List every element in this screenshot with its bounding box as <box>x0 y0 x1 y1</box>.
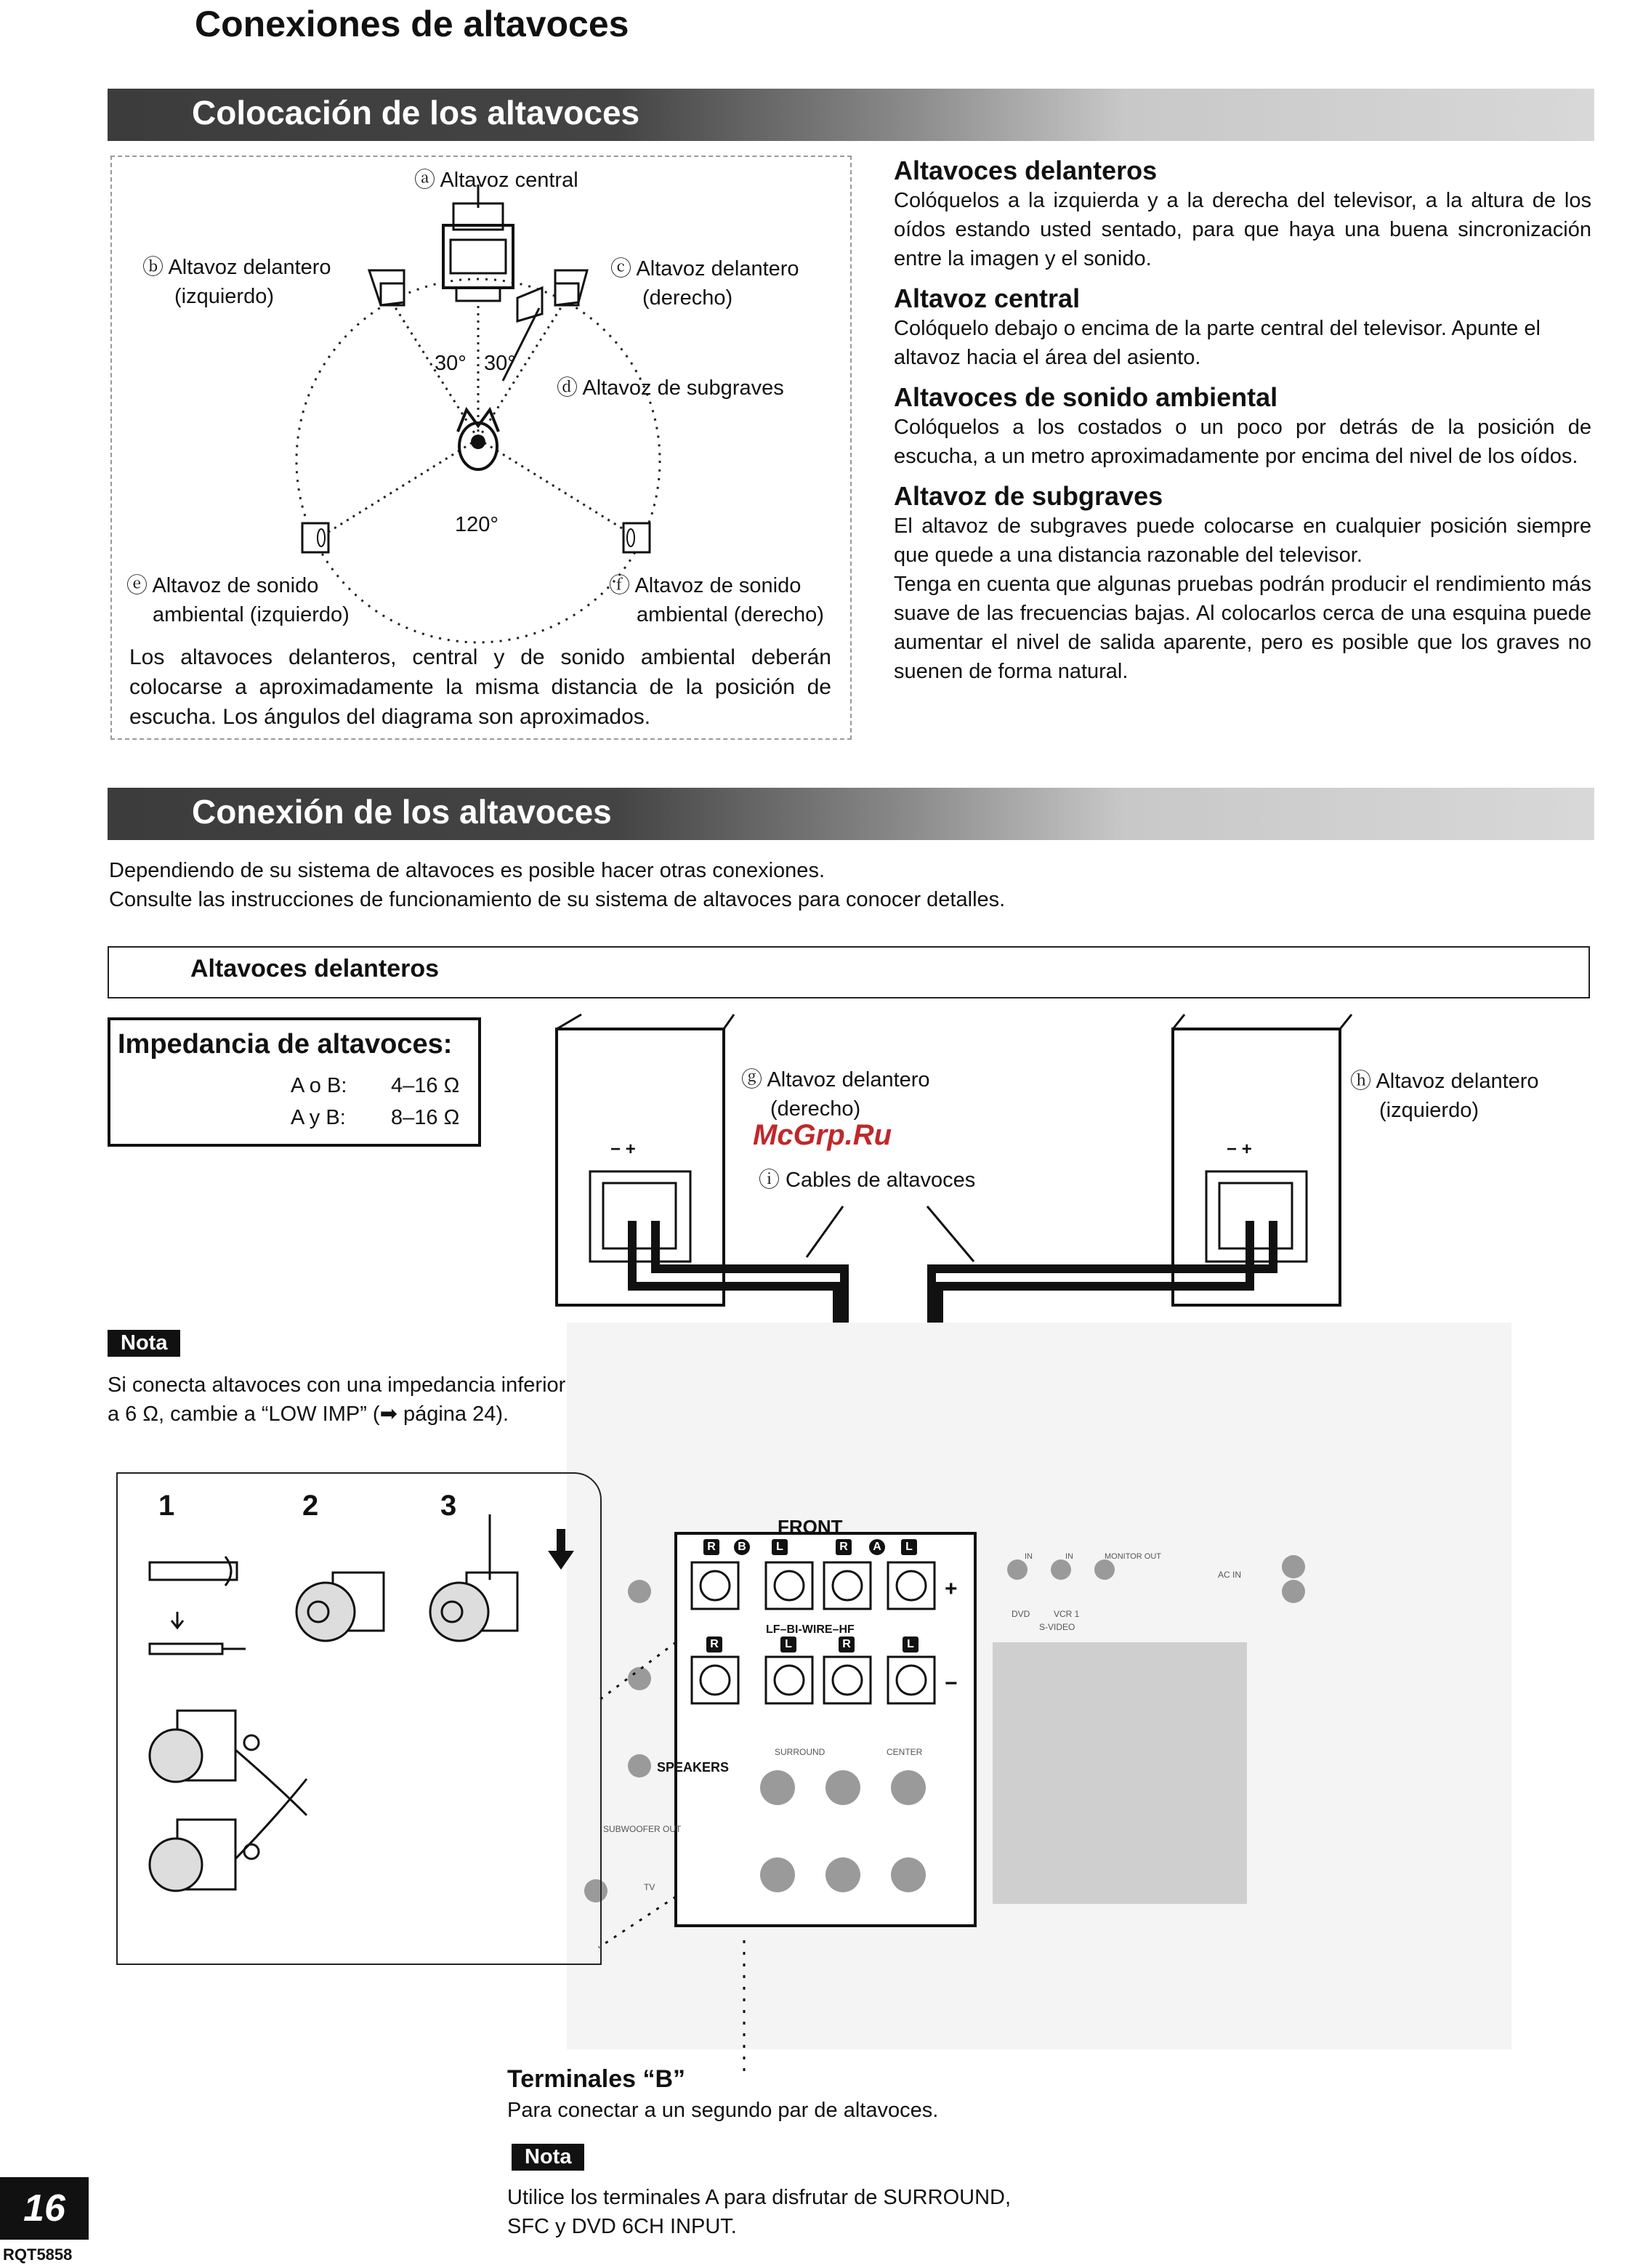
page-title: Conexiones de altavoces <box>195 4 629 44</box>
model-code: RQT5858 <box>3 2245 73 2264</box>
step-number-1: 1 <box>158 1490 175 1522</box>
subwoofer-icon <box>517 288 542 321</box>
page-number: 16 <box>0 2177 89 2240</box>
surround-right-speaker-icon <box>623 523 650 552</box>
label-front-right-2: (derecho) <box>642 286 733 310</box>
surround-label: SURROUND <box>775 1747 825 1757</box>
impedance-row2-label: A y B: <box>291 1106 346 1129</box>
angle-right: 30° <box>484 352 516 375</box>
section-title-connection: Conexión de los altavoces <box>192 793 612 831</box>
body-subwoofer: El altavoz de subgraves puede colocarse en cualquier posición siempre que quede a una distancia razonable del televisor. <box>894 514 1591 567</box>
front-left-speaker-cabinet <box>1173 1014 1352 1305</box>
impedance-row1-label: A o B: <box>291 1074 347 1097</box>
heading-subwoofer: Altavoz de subgraves <box>894 481 1163 511</box>
section-title-placement: Colocación de los altavoces <box>192 94 640 132</box>
label-surround-left-1: ⓔ Altavoz de sonido <box>126 574 319 597</box>
terminal-letter-top: B <box>734 1539 750 1555</box>
nota2-line2: SFC y DVD 6CH INPUT. <box>507 2215 737 2238</box>
label-speaker-cables: ⓘ Cables de altavoces <box>759 1169 976 1192</box>
terminal-letter-top: L <box>901 1539 917 1555</box>
terminal-letter-bottom: R <box>706 1637 722 1652</box>
down-arrow-icon <box>548 1529 574 1570</box>
body-front-speakers: Colóquelos a la izquierda y a la derecha del televisor, a la altura de los oídos estando usted sentado, para que haya una buena sincronización entre la imagen y el sonido. <box>894 189 1591 270</box>
in-label-2: IN <box>1065 1552 1073 1561</box>
connection-intro-1: Dependiendo de su sistema de altavoces es posible hacer otras conexiones. <box>109 859 825 882</box>
front-right-speaker-icon <box>555 270 587 305</box>
nota-badge-2: Nota <box>512 2144 584 2171</box>
nota1-line2: a 6 Ω, cambie a “LOW IMP” (➡ página 24). <box>108 1403 509 1426</box>
wire-strip-icon <box>150 1557 246 1654</box>
heading-surround-speakers: Altavoces de sonido ambiental <box>894 382 1278 412</box>
terminal-plus-label: + <box>1241 1139 1252 1159</box>
section-banner-connection <box>108 788 1594 840</box>
speaker-terminal-panel <box>676 1533 975 1926</box>
label-h-2: (izquierdo) <box>1379 1099 1479 1122</box>
connected-posts-icon <box>150 1711 307 1891</box>
label-h-1: ⓗ Altavoz delantero <box>1350 1070 1539 1093</box>
nota2-line1: Utilice los terminales A para disfrutar de SURROUND, <box>507 2186 1012 2209</box>
terminal-minus-label: − <box>610 1139 621 1159</box>
front-speakers-box <box>108 946 1590 998</box>
angle-rear: 120° <box>455 513 498 536</box>
listening-circle <box>296 279 660 642</box>
front-label: FRONT <box>778 1516 843 1538</box>
impedance-row2-value: 8–16 Ω <box>391 1106 460 1129</box>
wiring-steps-drawing <box>118 1474 600 1964</box>
step-number-3: 3 <box>440 1490 457 1522</box>
body-center-speaker: Colóquelo debajo o encima de la parte central del televisor. Apunte el altavoz hacia el área del asiento. <box>894 317 1541 369</box>
vcr-label: VCR 1 <box>1054 1609 1080 1619</box>
section-banner-placement <box>108 89 1594 141</box>
in-label-1: IN <box>1025 1552 1033 1561</box>
label-g-1: ⓖ Altavoz delantero <box>741 1068 930 1091</box>
label-front-left-1: ⓑ Altavoz delantero <box>142 256 331 279</box>
front-right-speaker-cabinet <box>557 1014 734 1305</box>
terminal-letter-top: R <box>836 1539 852 1555</box>
listener-icon <box>458 410 498 469</box>
speaker-l-terminal-label <box>1227 1139 1252 1160</box>
speakers-label: SPEAKERS <box>657 1760 730 1775</box>
placement-note: Los altavoces delanteros, central y de sonido ambiental deberán colocarse a aproximadamente la misma distancia de la posición de escucha. Los ángulos del diagrama son aproximados. <box>129 645 831 729</box>
label-g-2: (derecho) <box>770 1097 861 1121</box>
terminal-letter-bottom: L <box>903 1637 919 1652</box>
terminal-minus-label: − <box>1227 1139 1238 1159</box>
speaker-r-terminal-label <box>610 1139 636 1160</box>
terminal-letter-bottom: L <box>780 1637 796 1652</box>
connection-intro-2: Consulte las instrucciones de funcionamiento de su sistema de altavoces para conocer detalles. <box>109 888 1006 911</box>
surround-left-speaker-icon <box>302 523 328 552</box>
placement-text-column <box>894 156 1591 686</box>
plus-symbol: + <box>945 1577 958 1601</box>
wiring-steps-box <box>116 1472 602 1965</box>
terminal-letter-top: R <box>703 1539 719 1555</box>
terminal-letter-bottom: R <box>839 1637 855 1652</box>
impedance-row1-value: 4–16 Ω <box>391 1074 460 1097</box>
tv-label: TV <box>644 1882 655 1892</box>
label-surround-left-2: ambiental (izquierdo) <box>153 603 350 626</box>
biwire-label: LF–BI-WIRE–HF <box>766 1623 855 1636</box>
heading-front-speakers: Altavoces delanteros <box>894 156 1158 185</box>
watermark: McGrp.Ru <box>753 1119 892 1151</box>
label-front-right-1: ⓒ Altavoz delantero <box>610 257 799 281</box>
terminals-b-body: Para conectar a un segundo par de altavoces. <box>507 2099 939 2122</box>
monitor-out-label: MONITOR OUT <box>1105 1552 1162 1561</box>
terminal-letter-top: L <box>772 1539 788 1555</box>
nota1-line1: Si conecta altavoces con una impedancia inferior <box>108 1373 566 1397</box>
terminal-letter-top: A <box>869 1539 885 1555</box>
nota-badge-1: Nota <box>108 1330 180 1357</box>
s-video-label: S-VIDEO <box>1039 1622 1075 1632</box>
front-speakers-box-title: Altavoces delanteros <box>190 955 440 982</box>
label-subwoofer: ⓓ Altavoz de subgraves <box>557 376 784 400</box>
minus-symbol: − <box>945 1671 958 1695</box>
subwoofer-out-label: SUBWOOFER OUT <box>603 1824 682 1834</box>
heading-center-speaker: Altavoz central <box>894 283 1081 313</box>
body-subwoofer-2: Tenga en cuenta que algunas pruebas podrán producir el rendimiento más suave de las frecuencias bajas. Al colocarlos cerca de una esquina puede aumentar el nivel de salida aparente, pero es posible que los graves no suenen de forma natural. <box>894 573 1591 683</box>
terminal-plus-label: + <box>625 1139 636 1159</box>
impedance-title: Impedancia de altavoces: <box>118 1029 453 1060</box>
receiver-grey-plate <box>993 1642 1247 1904</box>
label-center-speaker: ⓐ Altavoz central <box>414 169 578 192</box>
label-surround-right-1: ⓕ Altavoz de sonido <box>609 574 802 597</box>
binding-post-icon <box>296 1514 517 1641</box>
label-front-left-2: (izquierdo) <box>174 285 274 308</box>
body-surround-speakers: Colóquelos a los costados o un poco por detrás de la posición de escucha, a un metro aproximadamente por encima del nivel de los oídos. <box>894 416 1591 468</box>
label-surround-right-2: ambiental (derecho) <box>637 603 824 626</box>
terminals-b-title: Terminales “B” <box>507 2065 686 2093</box>
front-left-speaker-icon <box>369 270 404 305</box>
ac-in-label: AC IN <box>1218 1570 1242 1580</box>
center-label: CENTER <box>887 1747 923 1757</box>
angle-left: 30° <box>435 352 467 375</box>
step-number-2: 2 <box>302 1490 319 1522</box>
dvd-label: DVD <box>1012 1609 1030 1619</box>
